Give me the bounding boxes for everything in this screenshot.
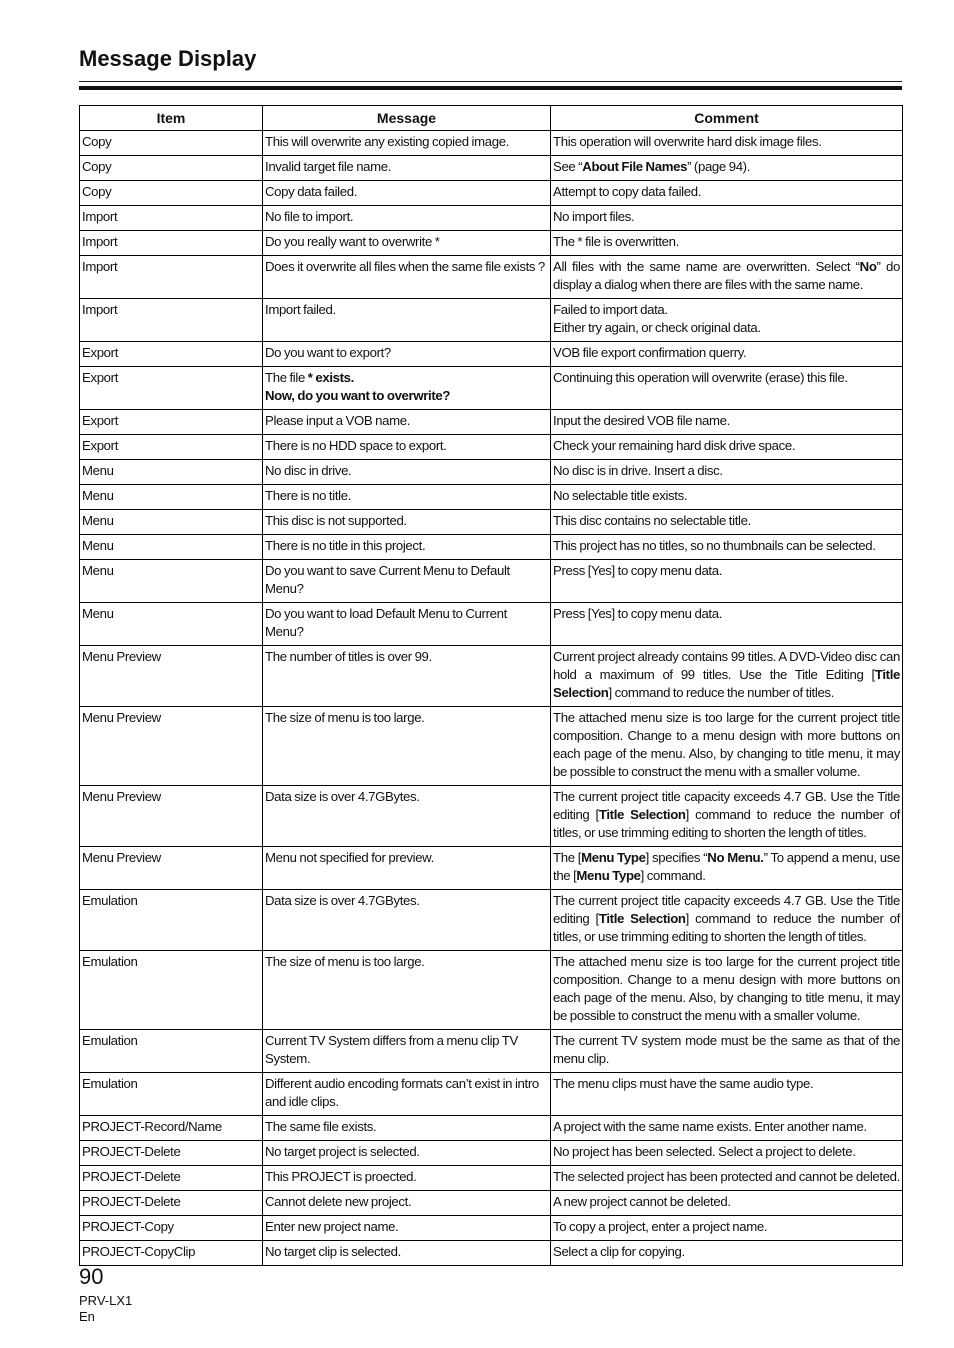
message-cell: This will overwrite any existing copied image. [263, 131, 551, 156]
message-cell: The number of titles is over 99. [263, 646, 551, 707]
table-row [80, 342, 903, 367]
table-row [80, 1073, 903, 1116]
table-row [80, 181, 903, 206]
message-cell: Please input a VOB name. [263, 410, 551, 435]
table-row [80, 206, 903, 231]
message-cell: There is no title. [263, 485, 551, 510]
comment-cell: This disc contains no selectable title. [551, 510, 903, 535]
table-body [80, 131, 903, 1266]
table-row [80, 1191, 903, 1216]
comment-cell: The [Menu Type] specifies “No Menu.” To append a menu, use the [Menu Type] command. [551, 847, 903, 890]
message-cell: Does it overwrite all files when the same file exists ? [263, 256, 551, 299]
item-cell: Import [80, 231, 263, 256]
table-row [80, 1216, 903, 1241]
message-cell: There is no HDD space to export. [263, 435, 551, 460]
comment-cell: Press [Yes] to copy menu data. [551, 560, 903, 603]
comment-cell: Input the desired VOB file name. [551, 410, 903, 435]
message-cell: Do you want to save Current Menu to Default Menu? [263, 560, 551, 603]
item-cell: Menu [80, 510, 263, 535]
message-cell: Data size is over 4.7GBytes. [263, 786, 551, 847]
message-cell: Invalid target file name. [263, 156, 551, 181]
table-row [80, 410, 903, 435]
item-cell: Emulation [80, 951, 263, 1030]
table-row [80, 646, 903, 707]
table-row [80, 485, 903, 510]
comment-cell: Press [Yes] to copy menu data. [551, 603, 903, 646]
table-row [80, 1166, 903, 1191]
message-cell: Do you really want to overwrite * [263, 231, 551, 256]
message-cell: No disc in drive. [263, 460, 551, 485]
comment-cell: Continuing this operation will overwrite (erase) this file. [551, 367, 903, 410]
comment-cell: The selected project has been protected and cannot be deleted. [551, 1166, 903, 1191]
comment-cell: Check your remaining hard disk drive space. [551, 435, 903, 460]
message-cell: Enter new project name. [263, 1216, 551, 1241]
comment-cell: The * file is overwritten. [551, 231, 903, 256]
language-code: En [79, 1309, 95, 1324]
message-cell: Import failed. [263, 299, 551, 342]
table-row [80, 256, 903, 299]
comment-cell: VOB file export confirmation querry. [551, 342, 903, 367]
message-cell: This disc is not supported. [263, 510, 551, 535]
message-cell: The file * exists. Now, do you want to overwrite? [263, 367, 551, 410]
header-comment: Comment [551, 106, 903, 131]
item-cell: PROJECT-Record/Name [80, 1116, 263, 1141]
item-cell: Menu Preview [80, 646, 263, 707]
message-cell: This PROJECT is proected. [263, 1166, 551, 1191]
comment-cell: No project has been selected. Select a project to delete. [551, 1141, 903, 1166]
table-row [80, 299, 903, 342]
item-cell: Export [80, 435, 263, 460]
item-cell: Menu Preview [80, 847, 263, 890]
comment-cell: The current TV system mode must be the same as that of the menu clip. [551, 1030, 903, 1073]
comment-cell: All files with the same name are overwritten. Select “No” do display a dialog when there are files with the same name. [551, 256, 903, 299]
comment-cell: A project with the same name exists. Enter another name. [551, 1116, 903, 1141]
message-cell: No target project is selected. [263, 1141, 551, 1166]
message-cell: Do you want to export? [263, 342, 551, 367]
item-cell: Export [80, 342, 263, 367]
table-row [80, 951, 903, 1030]
item-cell: Emulation [80, 1030, 263, 1073]
comment-cell: The menu clips must have the same audio type. [551, 1073, 903, 1116]
item-cell: Import [80, 256, 263, 299]
table-row [80, 847, 903, 890]
item-cell: Copy [80, 156, 263, 181]
item-cell: Export [80, 367, 263, 410]
comment-cell: No selectable title exists. [551, 485, 903, 510]
header-item: Item [80, 106, 263, 131]
item-cell: PROJECT-CopyClip [80, 1241, 263, 1266]
table-row [80, 707, 903, 786]
item-cell: Menu [80, 535, 263, 560]
comment-cell: Select a clip for copying. [551, 1241, 903, 1266]
table-row [80, 1241, 903, 1266]
item-cell: Menu Preview [80, 707, 263, 786]
message-cell: Copy data failed. [263, 181, 551, 206]
comment-cell: A new project cannot be deleted. [551, 1191, 903, 1216]
item-cell: Copy [80, 131, 263, 156]
comment-cell: Failed to import data. Either try again, or check original data. [551, 299, 903, 342]
table-row [80, 1116, 903, 1141]
comment-cell: See “About File Names” (page 94). [551, 156, 903, 181]
comment-cell: This operation will overwrite hard disk image files. [551, 131, 903, 156]
comment-cell: No import files. [551, 206, 903, 231]
comment-cell: This project has no titles, so no thumbnails can be selected. [551, 535, 903, 560]
comment-cell: The current project title capacity exceeds 4.7 GB. Use the Title editing [Title Selection] command to reduce the number of titles, or use trimming editing to shorten the length of titles. [551, 890, 903, 951]
message-cell: Current TV System differs from a menu clip TV System. [263, 1030, 551, 1073]
table-row [80, 1030, 903, 1073]
item-cell: Emulation [80, 1073, 263, 1116]
model-code: PRV-LX1 [79, 1293, 133, 1308]
message-cell: Cannot delete new project. [263, 1191, 551, 1216]
item-cell: PROJECT-Delete [80, 1166, 263, 1191]
message-cell: The size of menu is too large. [263, 951, 551, 1030]
table-row [80, 786, 903, 847]
comment-cell: No disc is in drive. Insert a disc. [551, 460, 903, 485]
item-cell: Menu [80, 603, 263, 646]
item-cell: Import [80, 299, 263, 342]
message-cell: Menu not specified for preview. [263, 847, 551, 890]
item-cell: PROJECT-Delete [80, 1191, 263, 1216]
table-row [80, 156, 903, 181]
table-row [80, 510, 903, 535]
message-cell: Do you want to load Default Menu to Current Menu? [263, 603, 551, 646]
item-cell: PROJECT-Copy [80, 1216, 263, 1241]
message-cell: The same file exists. [263, 1116, 551, 1141]
item-cell: Menu Preview [80, 786, 263, 847]
page-number: 90 [79, 1264, 104, 1289]
message-cell: There is no title in this project. [263, 535, 551, 560]
comment-cell: Attempt to copy data failed. [551, 181, 903, 206]
table-row [80, 231, 903, 256]
table-row [80, 367, 903, 410]
message-cell: No file to import. [263, 206, 551, 231]
table-row [80, 535, 903, 560]
message-cell: No target clip is selected. [263, 1241, 551, 1266]
comment-cell: The current project title capacity exceeds 4.7 GB. Use the Title editing [Title Selection] command to reduce the number of titles, or use trimming editing to shorten the length of titles. [551, 786, 903, 847]
title-rule-thin [79, 81, 902, 82]
page-title: Message Display [79, 46, 257, 71]
header-message: Message [263, 106, 551, 131]
table-header-row [80, 106, 903, 131]
table-row [80, 131, 903, 156]
item-cell: Menu [80, 485, 263, 510]
table-row [80, 560, 903, 603]
message-cell: Data size is over 4.7GBytes. [263, 890, 551, 951]
title-rule-thick [79, 86, 902, 90]
comment-cell: Current project already contains 99 titles. A DVD-Video disc can hold a maximum of 99 titles. Use the Title Editing [Title Selection] command to reduce the number of titles. [551, 646, 903, 707]
table-row [80, 603, 903, 646]
table-row [80, 460, 903, 485]
item-cell: Emulation [80, 890, 263, 951]
item-cell: Import [80, 206, 263, 231]
table-row [80, 1141, 903, 1166]
item-cell: Copy [80, 181, 263, 206]
comment-cell: The attached menu size is too large for the current project title composition. Change to a menu design with more buttons on each page of the menu. Also, by changing to title menu, it may be possible to construct the menu with a smaller volume. [551, 951, 903, 1030]
item-cell: Menu [80, 560, 263, 603]
message-cell: Different audio encoding formats can’t exist in intro and idle clips. [263, 1073, 551, 1116]
item-cell: PROJECT-Delete [80, 1141, 263, 1166]
item-cell: Export [80, 410, 263, 435]
comment-cell: To copy a project, enter a project name. [551, 1216, 903, 1241]
message-table [79, 105, 903, 1266]
item-cell: Menu [80, 460, 263, 485]
table-row [80, 435, 903, 460]
message-cell: The size of menu is too large. [263, 707, 551, 786]
comment-cell: The attached menu size is too large for the current project title composition. Change to a menu design with more buttons on each page of the menu. Also, by changing to title menu, it may be possible to construct the menu with a smaller volume. [551, 707, 903, 786]
table-row [80, 890, 903, 951]
